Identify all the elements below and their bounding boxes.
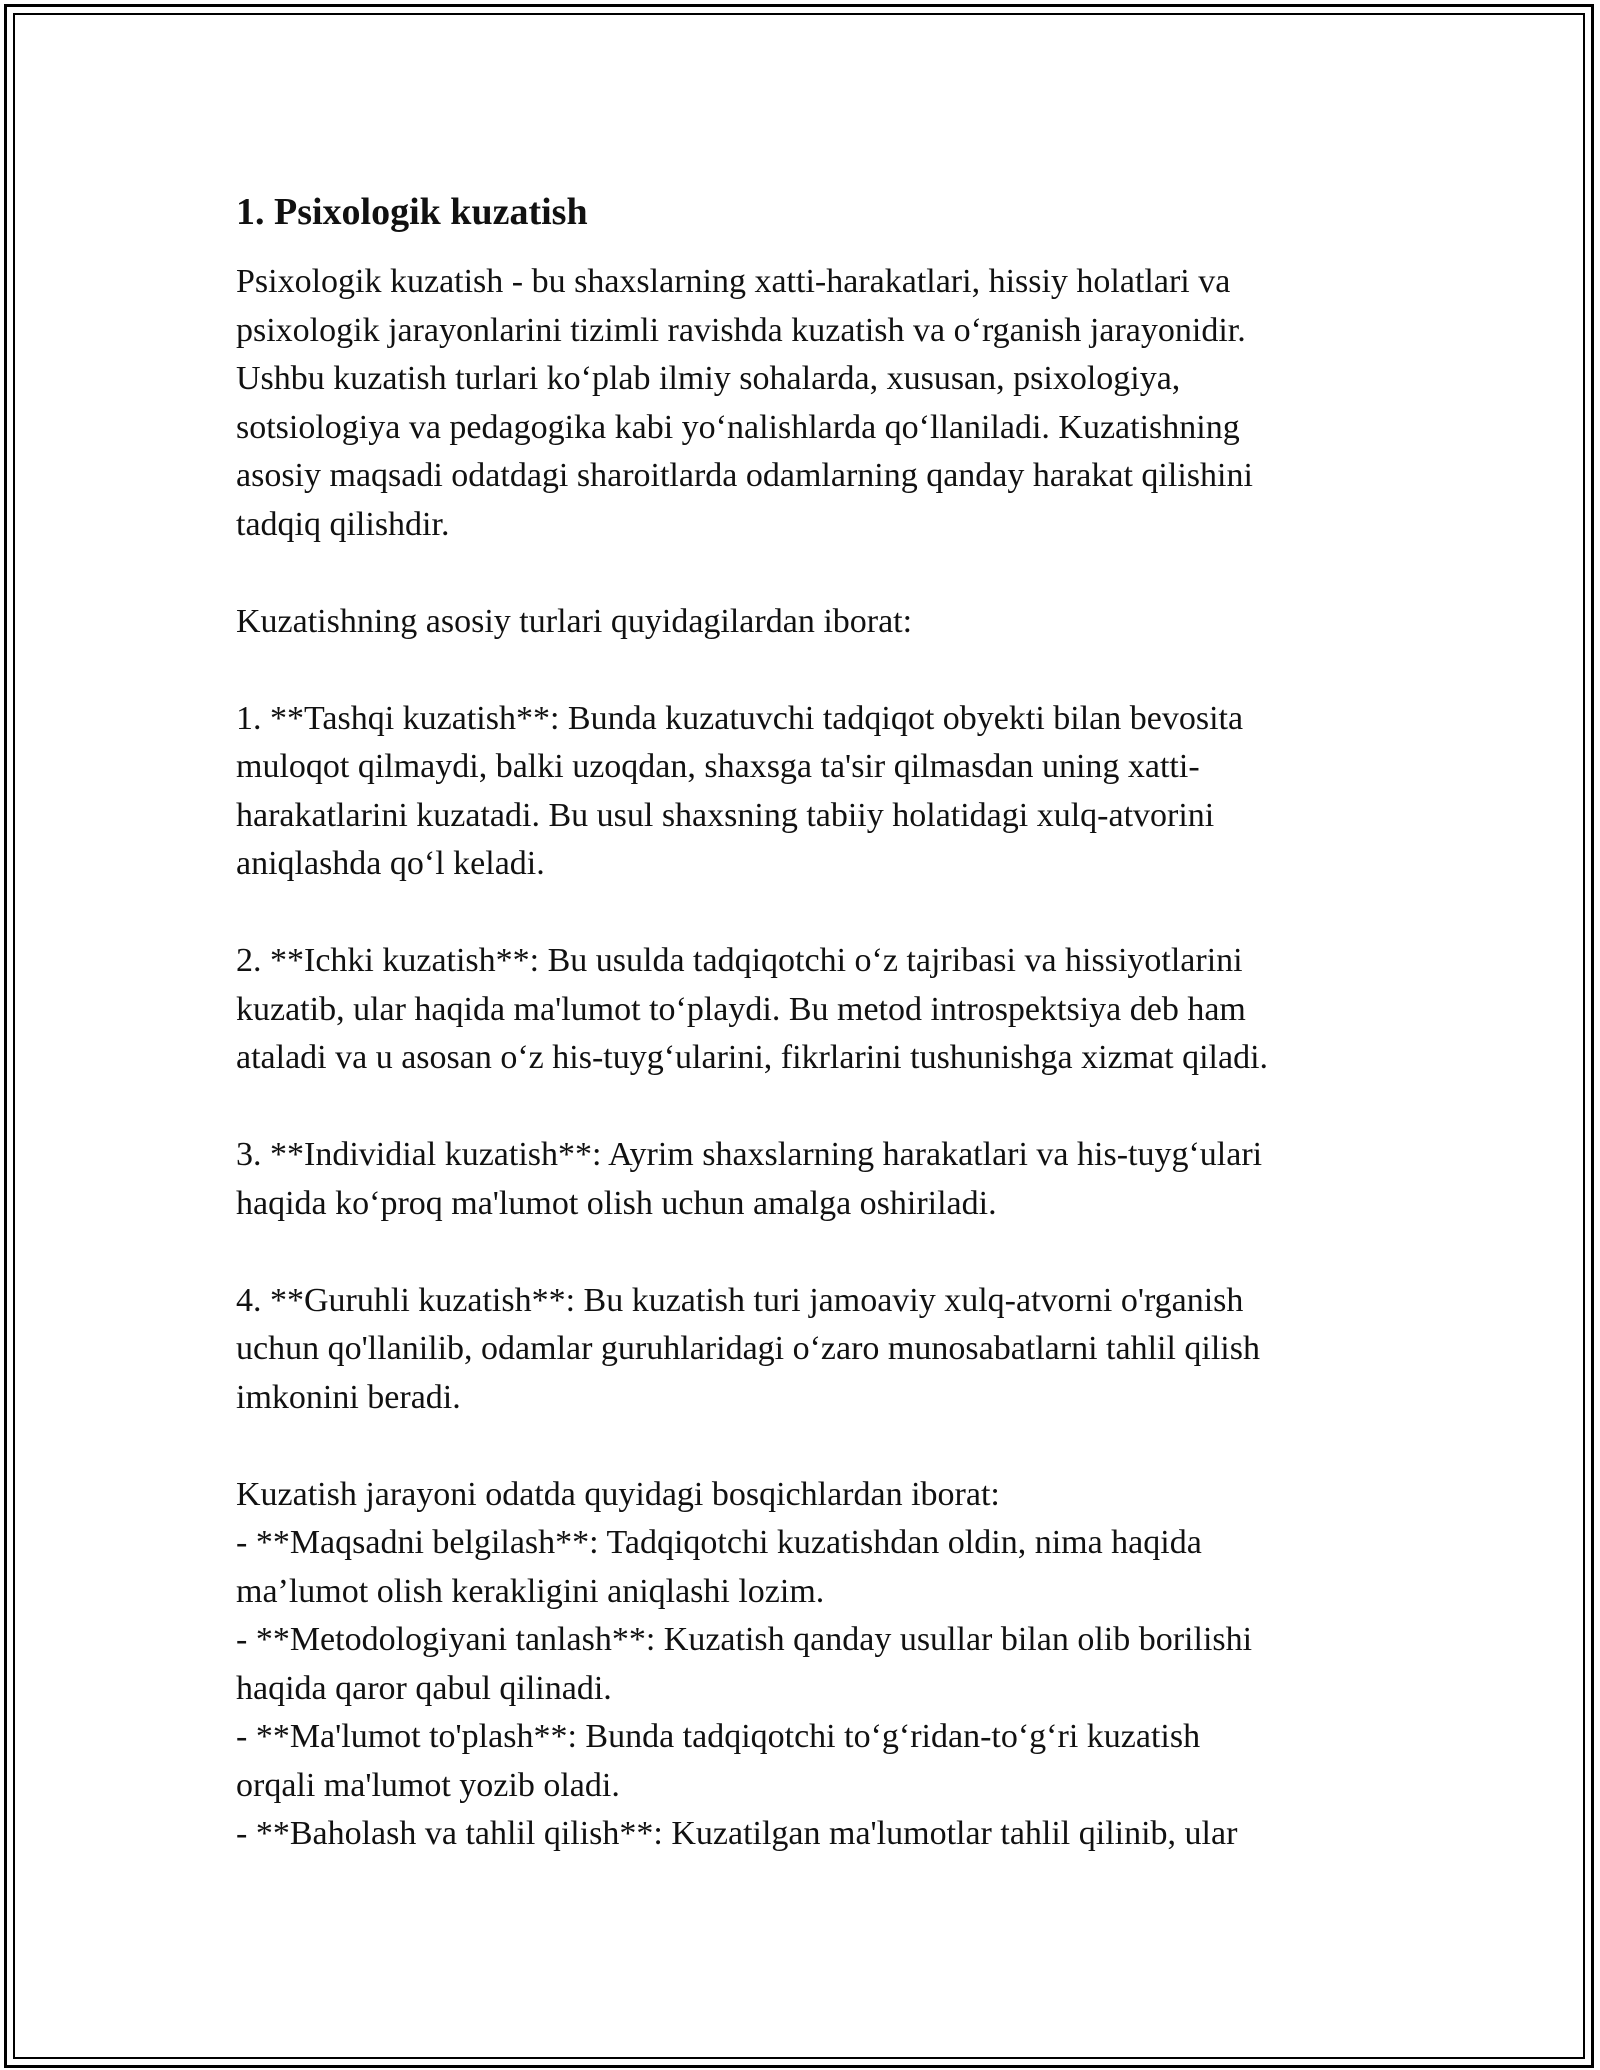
text-line: haqida koʻproq ma'lumot olish uchun amalga oshiriladi.	[236, 1184, 997, 1222]
text-line: aniqlashda qoʻl keladi.	[236, 845, 545, 882]
text-line: asosiy maqsadi odatdagi sharoitlarda odamlarning qanday harakat qilishini	[236, 457, 1253, 494]
text-line: Psixologik kuzatish - bu shaxslarning xatti-harakatlari, hissiy holatlari va	[236, 263, 1231, 300]
list-item-external-observation	[236, 695, 1366, 889]
paragraph-gap	[236, 549, 1366, 598]
document-body	[236, 184, 1366, 1859]
paragraph-gap	[236, 1083, 1366, 1132]
types-heading: Kuzatishning asosiy turlari quyidagilardan iborat:	[236, 602, 913, 640]
text-line: 4. **Guruhli kuzatish**: Bu kuzatish turi jamoaviy xulq-atvorni o'rganish	[236, 1281, 1244, 1319]
paragraph-gap	[236, 1422, 1366, 1471]
text-line: Kuzatish jarayoni odatda quyidagi bosqichlardan iborat:	[236, 1475, 1000, 1513]
section-title: 1. Psixologik kuzatish	[236, 191, 588, 233]
text-line: uchun qo'llanilib, odamlar guruhlaridagi oʻzaro munosabatlarni tahlil qilish	[236, 1330, 1260, 1367]
text-line: kuzatib, ular haqida ma'lumot toʻplaydi. Bu metod introspektsiya deb ham	[236, 990, 1246, 1028]
text-line: ataladi va u asosan oʻz his-tuygʻularini, fikrlarini tushunishga xizmat qiladi.	[236, 1039, 1269, 1076]
text-line: sotsiologiya va pedagogika kabi yoʻnalishlarda qoʻllaniladi. Kuzatishning	[236, 408, 1240, 446]
list-item-individual-observation	[236, 1131, 1366, 1228]
text-line: 3. **Individial kuzatish**: Ayrim shaxslarning harakatlari va his-tuygʻulari	[236, 1136, 1263, 1173]
paragraph-gap	[236, 889, 1366, 938]
text-line: orqali ma'lumot yozib oladi.	[236, 1766, 620, 1804]
text-line: tadqiq qilishdir.	[236, 505, 450, 543]
paragraph-gap	[236, 1228, 1366, 1277]
text-line: harakatlarini kuzatadi. Bu usul shaxsning tabiiy holatidagi xulq-atvorini	[236, 796, 1215, 834]
text-line: - **Ma'lumot to'plash**: Bunda tadqiqotchi toʻgʻridan-toʻgʻri kuzatish	[236, 1718, 1201, 1755]
text-line: psixologik jarayonlarini tizimli ravishda kuzatish va oʻrganish jarayonidir.	[236, 311, 1246, 349]
paragraph-gap	[236, 646, 1366, 695]
text-line: muloqot qilmaydi, balki uzoqdan, shaxsga ta'sir qilmasdan uning xatti-	[236, 748, 1200, 785]
text-line: - **Baholash va tahlil qilish**: Kuzatilgan ma'lumotlar tahlil qilinib, ular	[236, 1815, 1238, 1852]
text-line: Ushbu kuzatish turlari koʻplab ilmiy sohalarda, xususan, psixologiya,	[236, 360, 1181, 397]
intro-paragraph	[236, 258, 1366, 549]
text-line: - **Maqsadni belgilash**: Tadqiqotchi kuzatishdan oldin, nima haqida	[236, 1524, 1202, 1561]
text-line: 1. **Tashqi kuzatish**: Bunda kuzatuvchi tadqiqot obyekti bilan bevosita	[236, 699, 1244, 737]
text-line: ma’lumot olish kerakligini aniqlashi lozim.	[236, 1572, 825, 1610]
text-line: - **Metodologiyani tanlash**: Kuzatish qanday usullar bilan olib borilishi	[236, 1621, 1253, 1658]
text-line: imkonini beradi.	[236, 1378, 461, 1416]
text-line: 2. **Ichki kuzatish**: Bu usulda tadqiqotchi oʻz tajribasi va hissiyotlarini	[236, 942, 1243, 979]
text-line: haqida qaror qabul qilinadi.	[236, 1669, 612, 1707]
list-item-internal-observation	[236, 937, 1366, 1083]
stages-paragraph	[236, 1471, 1366, 1859]
list-item-group-observation	[236, 1277, 1366, 1423]
